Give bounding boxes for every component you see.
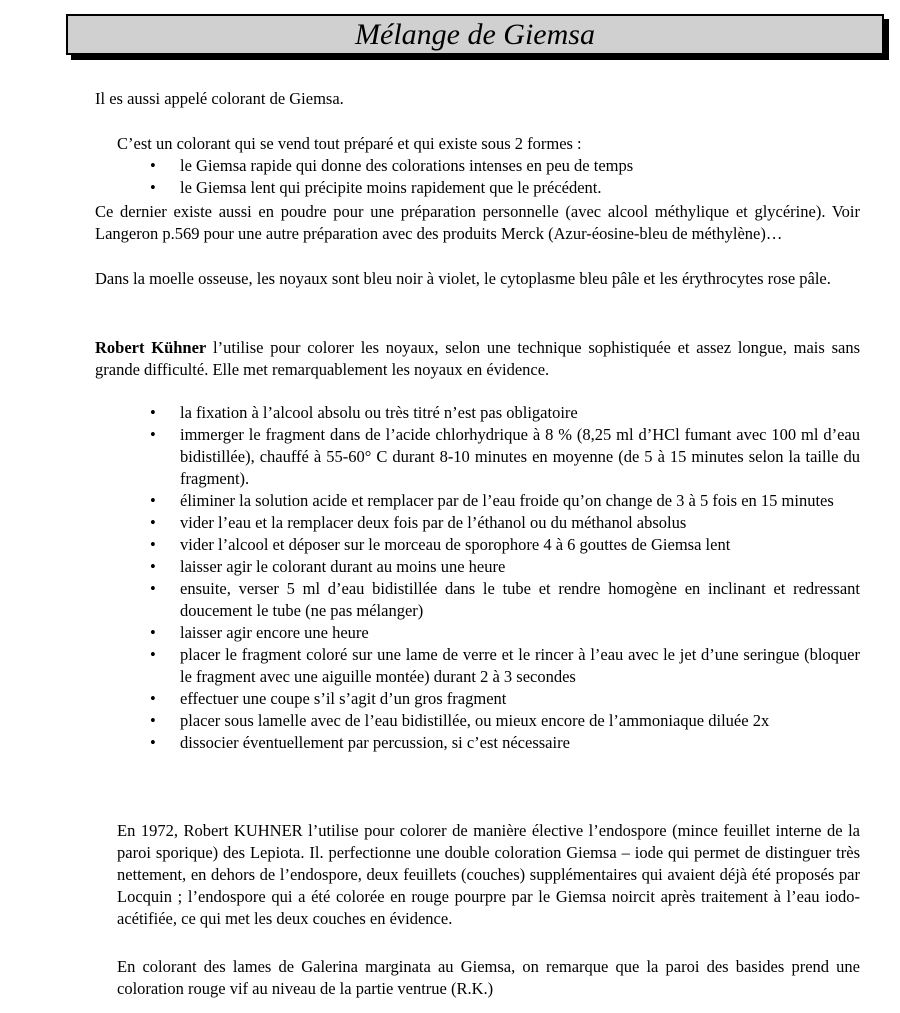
list-item: • vider l’alcool et déposer sur le morceau de sporophore 4 à 6 gouttes de Giemsa lent	[150, 534, 860, 556]
list-item: • placer sous lamelle avec de l’eau bidistillée, ou mieux encore de l’ammoniaque diluée 2x	[150, 710, 860, 732]
kuhner-paragraph	[95, 337, 860, 381]
list-item: • dissocier éventuellement par percussion, si c’est nécessaire	[150, 732, 860, 754]
intro-line-2: C’est un colorant qui se vend tout préparé et qui existe sous 2 formes :	[117, 134, 582, 153]
list-item: • le Giemsa lent qui précipite moins rapidement que le précédent.	[150, 177, 860, 199]
protocol-steps-list	[150, 402, 860, 754]
list-item: • éliminer la solution acide et remplacer par de l’eau froide qu’on change de 3 à 5 fois en 15 minutes	[150, 490, 860, 512]
author-name: Robert Kühner	[95, 338, 207, 357]
title-banner	[66, 14, 890, 62]
list-item: • ensuite, verser 5 ml d’eau bidistillée dans le tube et rendre homogène en inclinant et redressant doucement le tube (ne pas mélanger)	[150, 578, 860, 622]
list-item: • laisser agir le colorant durant au moins une heure	[150, 556, 860, 578]
marrow-paragraph: Dans la moelle osseuse, les noyaux sont bleu noir à violet, le cytoplasme bleu pâle et les érythrocytes rose pâle.	[95, 269, 831, 288]
list-item: • placer le fragment coloré sur une lame de verre et le rincer à l’eau avec le jet d’une seringue (bloquer le fragment avec une aiguille montée) durant 2 à 3 secondes	[150, 644, 860, 688]
list-item: • la fixation à l’alcool absolu ou très titré n’est pas obligatoire	[150, 402, 860, 424]
kuhner-text: l’utilise pour colorer les noyaux, selon une technique sophistiquée et assez longue, mais sans grande difficulté. Elle met remarquablement les noyaux en évidence.	[95, 338, 860, 379]
endospore-paragraph: En 1972, Robert KUHNER l’utilise pour colorer de manière élective l’endospore (mince feuillet interne de la paroi sporique) des Lepiota. Il. perfectionne une double coloration Giemsa – iode qui permet de distinguer très nettement, en dehors de l’endospore, deux feuillets (couches) supplémentaires qui avaient déjà été proposés par Locquin ; l’endospore qui a été colorée en rouge pourpre par le Giemsa noircit après traitement à l’eau iodo-acétifiée, ce qui met les deux couches en évidence.	[117, 821, 860, 928]
title-box	[66, 14, 884, 55]
list-item: • le Giemsa rapide qui donne des colorations intenses en peu de temps	[150, 155, 860, 177]
intro-line-1: Il es aussi appelé colorant de Giemsa.	[95, 89, 344, 108]
list-item: • effectuer une coupe s’il s’agit d’un gros fragment	[150, 688, 860, 710]
galerina-paragraph: En colorant des lames de Galerina marginata au Giemsa, on remarque que la paroi des basides prend une coloration rouge vif au niveau de la partie ventrue (R.K.)	[117, 957, 860, 998]
powder-paragraph: Ce dernier existe aussi en poudre pour une préparation personnelle (avec alcool méthylique et glycérine). Voir Langeron p.569 pour une autre préparation avec des produits Merck (Azur-éosine-bleu de méthylène)…	[95, 202, 860, 243]
list-item: • laisser agir encore une heure	[150, 622, 860, 644]
forms-list	[150, 155, 860, 199]
list-item: • immerger le fragment dans de l’acide chlorhydrique à 8 % (8,25 ml d’HCl fumant avec 100 ml d’eau bidistillée), chauffé à 55-60° C durant 8-10 minutes en moyenne (de 5 à 15 minutes selon la taille du fragment).	[150, 424, 860, 490]
page-title: Mélange de Giemsa	[355, 17, 595, 51]
list-item: • vider l’eau et la remplacer deux fois par de l’éthanol ou du méthanol absolus	[150, 512, 860, 534]
